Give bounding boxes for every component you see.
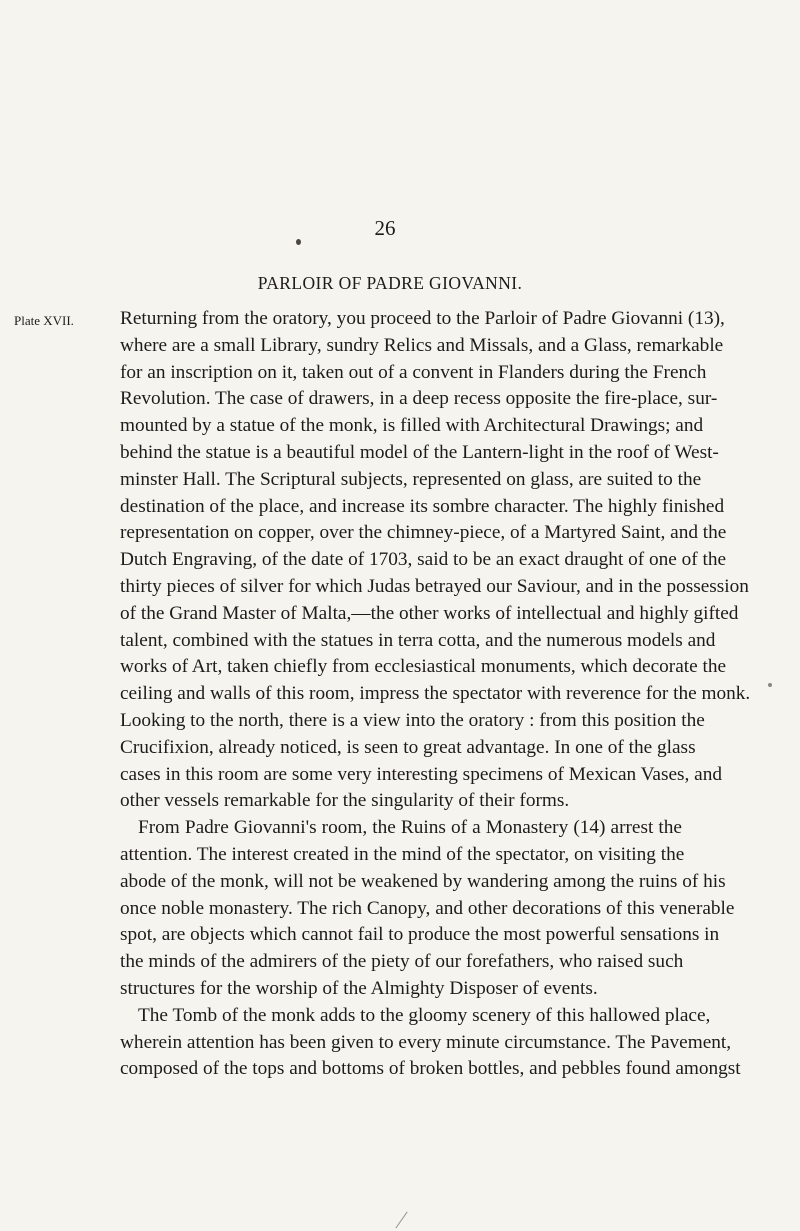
paper-mark [395,1212,407,1229]
text-line: behind the statue is a beautiful model of the Lantern-light in the roof of West- [120,441,719,463]
text-line: Returning from the oratory, you proceed to the Parloir of Padre Giovanni (13), [120,308,725,329]
plate-margin-note: Plate XVII. [14,313,74,328]
text-line: talent, combined with the statues in terra cotta, and the numerous models and [120,629,716,651]
text-line: of the Grand Master of Malta,—the other works of intellectual and highly gifted [120,602,739,624]
text-line: Crucifixion, already noticed, is seen to great advantage. In one of the glass [120,736,696,758]
text-line: structures for the worship of the Almighty Disposer of events. [120,977,598,999]
text-line: works of Art, taken chiefly from ecclesiastical monuments, which decorate the [120,656,727,678]
text-line: Dutch Engraving, of the date of 1703, said to be an exact draught of one of the [120,549,727,571]
text-line: wherein attention has been given to every minute circumstance. The Pavement, [120,1031,732,1053]
text-line: Looking to the north, there is a view into the oratory : from this position the [120,709,705,731]
text-line: spot, are objects which cannot fail to produce the most powerful sensations in [120,924,720,946]
text-line: The Tomb of the monk adds to the gloomy scenery of this hallowed place, [138,1004,711,1026]
text-line: ceiling and walls of this room, impress the spectator with reverence for the monk. [120,683,751,705]
text-line: the minds of the admirers of the piety of our forefathers, who raised such [120,951,684,973]
text-line: thirty pieces of silver for which Judas betrayed our Saviour, and in the possession [120,575,749,597]
text-line: minster Hall. The Scriptural subjects, represented on glass, are suited to the [120,468,702,490]
text-line: destination of the place, and increase its sombre character. The highly finished [120,495,725,517]
text-line: Revolution. The case of drawers, in a deep recess opposite the fire-place, sur- [120,388,718,410]
text-line: representation on copper, over the chimney-piece, of a Martyred Saint, and the [120,522,727,544]
section-heading: PARLOIR OF PADRE GIOVANNI. [257,273,523,293]
text-line: From Padre Giovanni's room, the Ruins of a Monastery (14) arrest the [138,817,682,839]
ink-speck [296,239,301,245]
text-line: attention. The interest created in the mind of the spectator, on visiting the [120,843,685,865]
page-number: 26 [374,216,396,240]
text-line: other vessels remarkable for the singularity of their forms. [120,790,570,812]
text-line: mounted by a statue of the monk, is filled with Architectural Drawings; and [120,415,704,437]
text-line: for an inscription on it, taken out of a convent in Flanders during the French [120,361,707,383]
paper-mark [768,683,772,687]
text-line: where are a small Library, sundry Relics and Missals, and a Glass, remarkable [120,334,724,356]
text-line: once noble monastery. The rich Canopy, and other decorations of this venerable [120,897,735,919]
text-line: abode of the monk, will not be weakened by wandering among the ruins of his [120,870,726,892]
body-text [120,306,751,1083]
text-line: cases in this room are some very interesting specimens of Mexican Vases, and [120,763,723,785]
text-line: composed of the tops and bottoms of broken bottles, and pebbles found amongst [120,1058,741,1080]
